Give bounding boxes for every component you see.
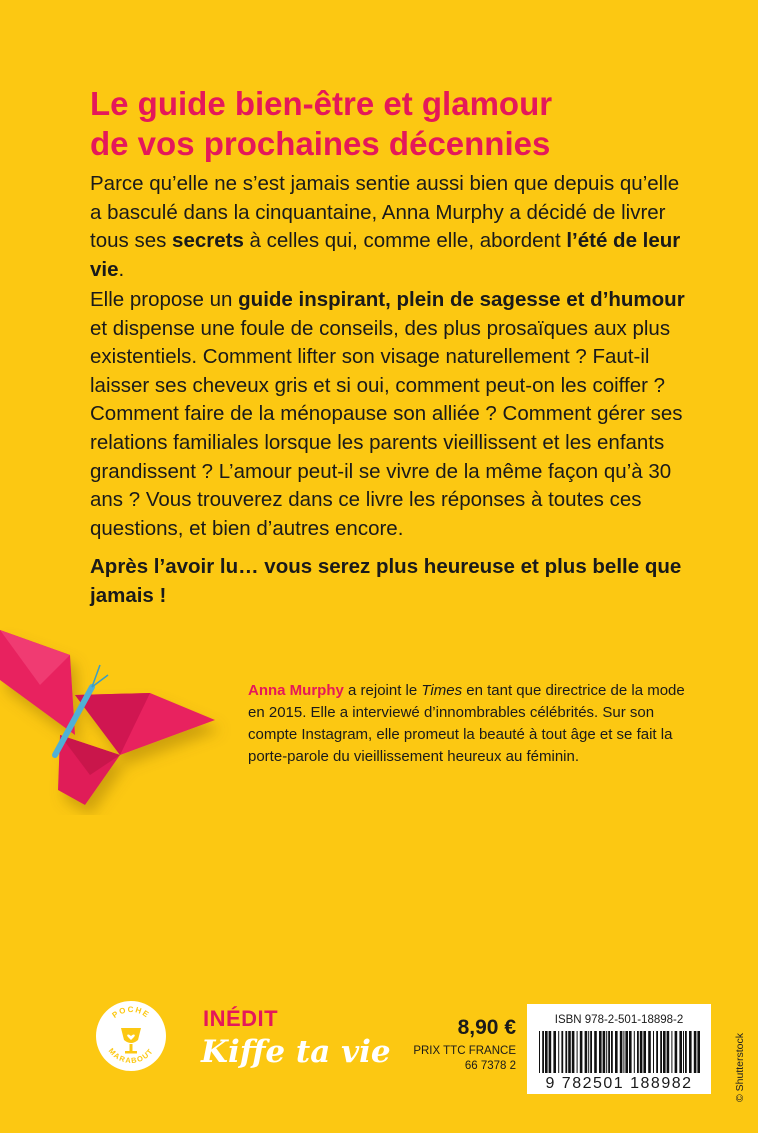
barcode-bar — [608, 1031, 610, 1073]
barcode-bar — [643, 1031, 646, 1073]
barcode-bar — [545, 1031, 548, 1073]
barcode-bar — [663, 1031, 666, 1073]
barcode-bar — [683, 1031, 684, 1073]
barcode-bar — [634, 1031, 635, 1073]
closing-statement: Après l’avoir lu… vous serez plus heureuse et plus belle que jamais ! — [90, 555, 682, 607]
barcode-bar — [671, 1031, 672, 1073]
barcode-bar — [667, 1031, 670, 1073]
collection-name: Kiffe ta vie — [201, 1034, 391, 1070]
barcode-bar — [623, 1031, 624, 1073]
barcode-bar — [694, 1031, 697, 1073]
barcode-bar — [594, 1031, 597, 1073]
barcode-bar — [656, 1031, 658, 1073]
barcode-bar — [606, 1031, 607, 1073]
new-edition-badge: INÉDIT — [203, 1006, 279, 1031]
barcode-bar — [611, 1031, 613, 1073]
barcode-bar — [568, 1031, 571, 1073]
headline-line-1: Le guide bien-être et glamour — [90, 85, 553, 122]
barcode-bar — [615, 1031, 618, 1073]
author-bio — [248, 680, 688, 768]
barcode-bar — [603, 1031, 606, 1073]
description-bold: guide inspirant, plein de sagesse et d’humour — [238, 288, 685, 311]
barcode-bar — [599, 1031, 602, 1073]
description-text-2: et dispense une foule de conseils, des plus prosaïques aux plus existentiels. Comment lifter son visage naturellement ? Faut-il laisser ses cheveux gris et si oui, comment peut-on les coiffer ? Comment faire de la ménopause son alliée ? Comment gérer ses relations familiales lorsque les parents vieillissent et les enfants grandissent ? L’amour peut-il se vivre de la même façon qu’à 30 ans ? Vous trouverez dans ce livre les réponses à toutes ces questions, et bien d’autres encore. — [90, 316, 683, 540]
barcode-bar — [697, 1031, 700, 1073]
barcode-bar — [637, 1031, 639, 1073]
barcode-bar — [689, 1031, 692, 1073]
barcode — [537, 1031, 703, 1073]
price-code: 66 7378 2 — [464, 1060, 516, 1072]
barcode-bar — [629, 1031, 632, 1073]
price-details — [380, 1044, 516, 1074]
bio-text-2: en tant que directrice de la mode en 2015. Elle a interviewé d’innombrables célébrités. Sur son compte Instagram, elle promeut la beauté à tout âge et se fait la porte-parole du vieillissement heureux au féminin. — [248, 682, 685, 765]
price: 8,90 € — [457, 1016, 516, 1039]
barcode-bar — [685, 1031, 687, 1073]
barcode-bar — [553, 1031, 556, 1073]
headline-line-2: de vos prochaines décennies — [90, 125, 551, 162]
barcode-bar — [625, 1031, 628, 1073]
headline — [90, 84, 690, 164]
barcode-bar — [653, 1031, 654, 1073]
isbn-label: ISBN 978-2-501-18898-2 — [554, 1014, 684, 1026]
ean-number: 9 782501 188982 — [545, 1075, 693, 1092]
barcode-bar — [542, 1031, 544, 1073]
barcode-bar — [679, 1031, 682, 1073]
intro-bold-secrets: secrets — [172, 229, 244, 253]
barcode-bar — [588, 1031, 589, 1073]
barcode-bar — [675, 1031, 678, 1073]
price-label: PRIX TTC FRANCE — [413, 1045, 516, 1057]
intro-paragraph — [90, 170, 690, 284]
barcode-bar — [561, 1031, 563, 1073]
barcode-bar — [620, 1031, 623, 1073]
description-text-1: Elle propose un — [90, 288, 239, 311]
barcode-bar — [590, 1031, 592, 1073]
barcode-bar — [648, 1031, 651, 1073]
logo-text-top: POCHE — [110, 1004, 152, 1020]
barcode-bar — [577, 1031, 578, 1073]
barcode-bar — [660, 1031, 662, 1073]
intro-bold-summer: l’été de leur vie — [90, 229, 681, 281]
barcode-bar — [640, 1031, 643, 1073]
isbn-barcode-block — [527, 1004, 711, 1094]
barcode-bar — [565, 1031, 567, 1073]
butterfly-illustration — [0, 625, 245, 815]
bio-times: Times — [421, 682, 463, 699]
intro-text-3: . — [118, 257, 125, 281]
barcode-bar — [580, 1031, 583, 1073]
barcode-bar — [572, 1031, 575, 1073]
poche-marabout-logo — [95, 1000, 167, 1072]
intro-text-1: Parce qu’elle ne s’est jamais sentie aussi bien que depuis qu’elle a basculé dans la cinquantaine, Anna Murphy a décidé de livrer tous ses — [90, 172, 680, 253]
description-paragraph — [90, 286, 690, 543]
intro-text-2: à celles qui, comme elle, abordent — [243, 229, 567, 253]
barcode-bar — [549, 1031, 552, 1073]
logo-text-bottom: MARABOUT — [106, 1046, 156, 1066]
photo-credit: © Shutterstock — [734, 1032, 746, 1102]
barcode-bar — [585, 1031, 588, 1073]
barcode-bar — [558, 1031, 559, 1073]
bio-text-1: a rejoint le — [343, 682, 422, 699]
barcode-bar — [539, 1031, 540, 1073]
author-name: Anna Murphy — [248, 682, 344, 699]
